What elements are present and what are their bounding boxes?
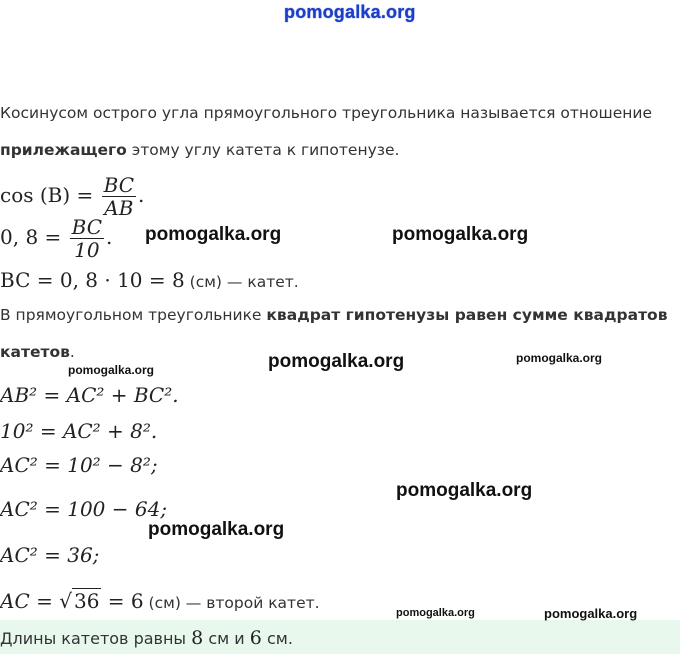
- watermark: pomogalka.org: [396, 480, 533, 501]
- equation-ac-difference: [0, 497, 167, 521]
- eq9-radicand: 36: [73, 589, 100, 613]
- eq2-lhs: 0, 8 =: [0, 225, 68, 249]
- answer-pre: Длины катетов равны: [0, 629, 192, 648]
- equation-ac-result: [0, 589, 320, 613]
- watermark: pomogalka.org: [396, 607, 475, 619]
- pythagoras-bold-2: катетов: [0, 343, 70, 361]
- answer-mid2: см.: [261, 629, 293, 648]
- watermark: pomogalka.org: [68, 363, 155, 377]
- eq2-numerator: BC: [71, 215, 103, 239]
- pythagoras-line-2: [0, 343, 75, 361]
- eq9-rhs: = 6: [101, 589, 144, 613]
- equation-ac-36: [0, 543, 99, 567]
- eq7: AC² = 100 − 64;: [0, 497, 168, 521]
- watermark: pomogalka.org: [516, 351, 603, 365]
- sqrt-sign: √: [59, 589, 72, 613]
- header-watermark: pomogalka.org: [284, 2, 416, 22]
- eq9-rest: — второй катет.: [180, 594, 320, 612]
- eq1-fraction: [102, 174, 136, 219]
- eq2-tail: .: [106, 225, 113, 249]
- eq8: AC² = 36;: [0, 543, 100, 567]
- watermark: pomogalka.org: [544, 606, 638, 621]
- answer-mid1: см и: [203, 629, 250, 648]
- eq5: 10² = AC² + 8².: [0, 419, 158, 443]
- eq3-unit: (см): [184, 273, 222, 291]
- equation-cosine: [0, 174, 144, 219]
- equation-pythagoras: [0, 383, 179, 407]
- pythagoras-end: .: [69, 343, 75, 361]
- pythagoras-line-1: [0, 306, 668, 324]
- eq1-denominator: AB: [102, 196, 136, 219]
- answer-v1: 8: [191, 627, 204, 649]
- eq6: AC² = 10² − 8²;: [0, 453, 158, 477]
- eq3-expr: BC = 0, 8 · 10 = 8: [0, 268, 185, 292]
- equation-substituted: [0, 419, 157, 443]
- definition-line-1: Косинусом острого угла прямоугольного треугольника называется отношение: [0, 104, 652, 122]
- eq2-fraction: [70, 216, 104, 261]
- answer-v2: 6: [249, 627, 262, 649]
- watermark: pomogalka.org: [148, 519, 285, 540]
- eq4: AB² = AC² + BC².: [0, 383, 179, 407]
- definition-line-2: [0, 141, 399, 159]
- eq1-lhs: cos (B) =: [0, 183, 100, 207]
- definition-bold-term: прилежащего: [0, 141, 127, 159]
- equation-ac-squared: [0, 453, 158, 477]
- answer-text: [0, 627, 293, 649]
- equation-substitution: [0, 216, 112, 261]
- pythagoras-prefix: В прямоугольном треугольнике: [0, 306, 267, 324]
- watermark: pomogalka.org: [268, 351, 405, 372]
- eq2-denominator: 10: [70, 238, 104, 261]
- eq1-numerator: BC: [103, 173, 135, 197]
- eq3-rest: — катет.: [221, 273, 299, 291]
- definition-rest: этому углу катета к гипотенузе.: [126, 141, 400, 159]
- eq9-unit: (см): [143, 594, 181, 612]
- equation-bc-result: [0, 268, 299, 292]
- pythagoras-bold-1: квадрат гипотенузы равен сумме квадратов: [266, 306, 668, 324]
- watermark: pomogalka.org: [145, 224, 282, 245]
- eq1-tail: .: [138, 183, 145, 207]
- eq9-lhs: AC =: [0, 589, 60, 613]
- watermark: pomogalka.org: [392, 224, 529, 245]
